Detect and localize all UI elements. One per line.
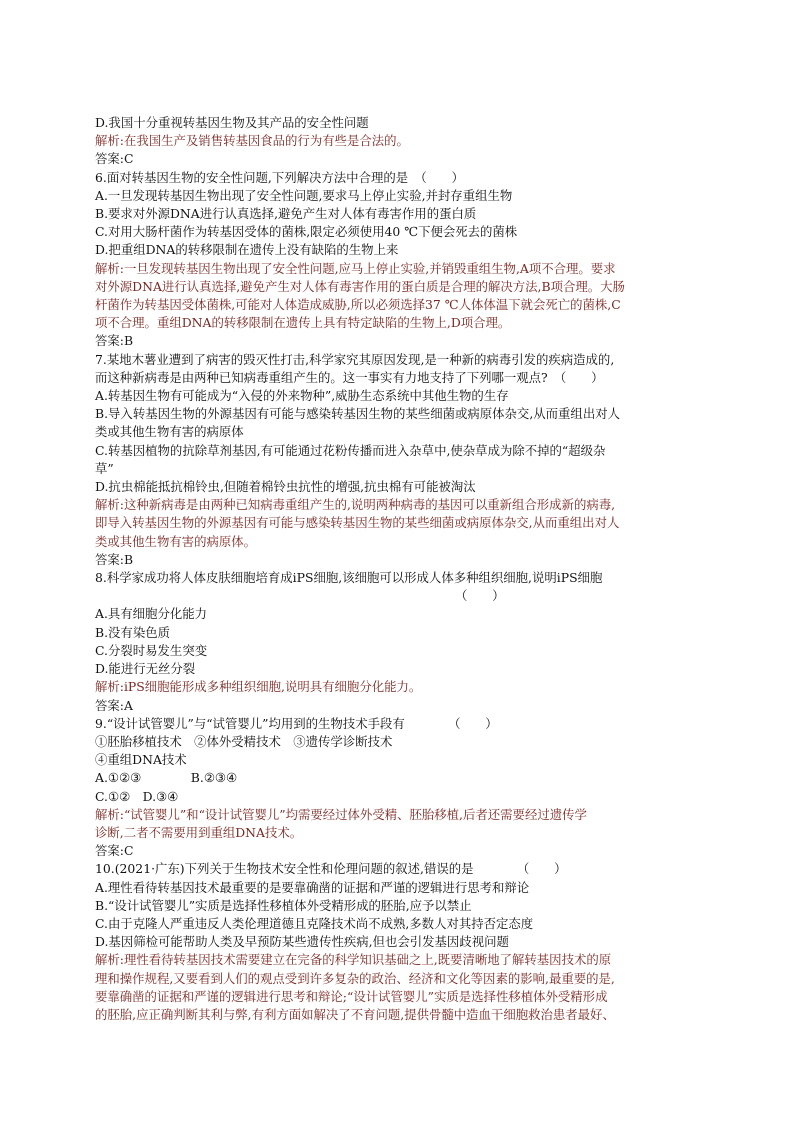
- question-line: ④重组DNA技术: [95, 752, 187, 768]
- question-line: D.抗虫棉能抵抗棉铃虫,但随着棉铃虫抗性的增强,抗虫棉有可能被淘汰: [95, 479, 476, 495]
- explanation-line: 解析:这种新病毒是由两种已知病毒重组产生的,说明两种病毒的基因可以重新组合形成新的病毒,: [95, 497, 616, 513]
- question-line: 而这种新病毒是由两种已知病毒重组产生的。这一事实有力地支持了下列哪一观点? （ ）: [95, 369, 604, 385]
- question-line: 9.“设计试管婴儿”与“试管婴儿”均用到的生物技术手段有 （ ）: [95, 715, 498, 731]
- explanation-line: 即导入转基因生物的外源基因有可能与感染转基因生物的某些细菌或病原体杂交,从而重组出对人: [95, 515, 620, 531]
- question-line: A.一旦发现转基因生物出现了安全性问题,要求马上停止实验,并封存重组生物: [95, 187, 513, 203]
- question-line: A.具有细胞分化能力: [95, 606, 208, 622]
- question-line: B.导入转基因生物的外源基因有可能与感染转基因生物的某些细菌或病原体杂交,从而重组出对人: [95, 406, 620, 422]
- question-line: D.基因筛检可能帮助人类及早预防某些遗传性疾病,但也会引发基因歧视问题: [95, 934, 509, 950]
- explanation-line: 解析:在我国生产及销售转基因食品的行为有些是合法的。: [95, 133, 409, 149]
- question-line: D.能进行无丝分裂: [95, 661, 196, 677]
- answer-line: 答案:C: [95, 151, 134, 167]
- question-line: ①胚胎移植技术 ②体外受精技术 ③遗传学诊断技术: [95, 733, 393, 749]
- question-line: 8.科学家成功将人体皮肤细胞培育成iPS细胞,该细胞可以形成人体多种组织细胞,说明iPS细胞: [95, 570, 603, 586]
- question-line: 10.(2021·广东)下列关于生物技术安全性和伦理问题的叙述,错误的是 （ ）: [95, 861, 567, 877]
- question-line: C.对用大肠杆菌作为转基因受体的菌株,限定必须使用40 ℃下便会死去的菌株: [95, 224, 518, 240]
- explanation-line: 理和操作规程,又要看到人们的观点受到许多复杂的政治、经济和文化等因素的影响,最重要的是,: [95, 970, 615, 986]
- explanation-line: 要靠确凿的证据和严谨的逻辑进行思考和辩论;“设计试管婴儿”实质是选择性移植体外受精形成: [95, 988, 608, 1004]
- explanation-line: 类或其他生物有害的病原体。: [95, 533, 257, 549]
- question-line: A.转基因生物有可能成为“入侵的外来物种”,威胁生态系统中其他生物的生存: [95, 388, 509, 404]
- explanation-line: 杆菌作为转基因受体菌株,可能对人体造成威胁,所以必须选择37 ℃人体体温下就会死亡的菌株,C: [95, 297, 621, 313]
- question-line: B.“设计试管婴儿”实质是选择性移植体外受精形成的胚胎,应予以禁止: [95, 897, 472, 913]
- question-line: 类或其他生物有害的病原体: [95, 424, 244, 440]
- explanation-line: 解析:理性看待转基因技术需要建立在完备的科学知识基础之上,既要清晰地了解转基因技术的原: [95, 952, 612, 968]
- document-body: [95, 114, 699, 1024]
- question-line: D.把重组DNA的转移限制在遗传上没有缺陷的生物上来: [95, 242, 399, 258]
- question-line: A.①②③ B.②③④: [95, 770, 238, 786]
- question-line: C.由于克隆人严重违反人类伦理道德且克隆技术尚不成熟,多数人对其持否定态度: [95, 915, 534, 931]
- explanation-line: 项不合理。重组DNA的转移限制在遗传上具有特定缺陷的生物上,D项合理。: [95, 315, 511, 331]
- question-line: C.转基因植物的抗除草剂基因,有可能通过花粉传播而进入杂草中,使杂草成为除不掉的“超级杂: [95, 442, 606, 458]
- answer-line: 答案:A: [95, 697, 133, 713]
- question-line: A.理性看待转基因技术最重要的是要靠确凿的证据和严谨的逻辑进行思考和辩论: [95, 879, 530, 895]
- question-line: D.我国十分重视转基因生物及其产品的安全性问题: [95, 115, 369, 130]
- answer-line: 答案:B: [95, 551, 134, 567]
- answer-line: 答案:B: [95, 333, 134, 349]
- explanation-line: 对外源DNA进行认真选择,避免产生对人体有毒害作用的蛋白质是合理的解决方法,B项合理。大肠: [95, 278, 625, 294]
- explanation-line: 解析:“试管婴儿”和“设计试管婴儿”均需要经过体外受精、胚胎移植,后者还需要经过遗传学: [95, 806, 587, 822]
- explanation-line: 解析:iPS细胞能形成多种组织细胞,说明具有细胞分化能力。: [95, 679, 422, 695]
- question-line: B.要求对外源DNA进行认真选择,避免产生对人体有毒害作用的蛋白质: [95, 206, 477, 222]
- question-line: B.没有染色质: [95, 624, 170, 640]
- question-line: 6.面对转基因生物的安全性问题,下列解决方法中合理的是 （ ）: [95, 169, 464, 185]
- explanation-line: 的胚胎,应正确判断其利与弊,有利方面如解决了不育问题,提供骨髓中造血干细胞救治患者最好、: [95, 1006, 615, 1022]
- question-line: 草”: [95, 460, 114, 476]
- question-line: （ ）: [455, 588, 505, 604]
- answer-line: 答案:C: [95, 843, 134, 859]
- question-line: 7.某地木薯业遭到了病害的毁灭性打击,科学家究其原因发现,是一种新的病毒引发的疾病造成的,: [95, 351, 615, 367]
- explanation-line: 诊断,二者不需要用到重组DNA技术。: [95, 824, 303, 840]
- question-line: C.①② D.③④: [95, 788, 179, 804]
- explanation-line: 解析:一旦发现转基因生物出现了安全性问题,应马上停止实验,并销毁重组生物,A项不合理。要求: [95, 260, 616, 276]
- question-line: C.分裂时易发生突变: [95, 642, 208, 658]
